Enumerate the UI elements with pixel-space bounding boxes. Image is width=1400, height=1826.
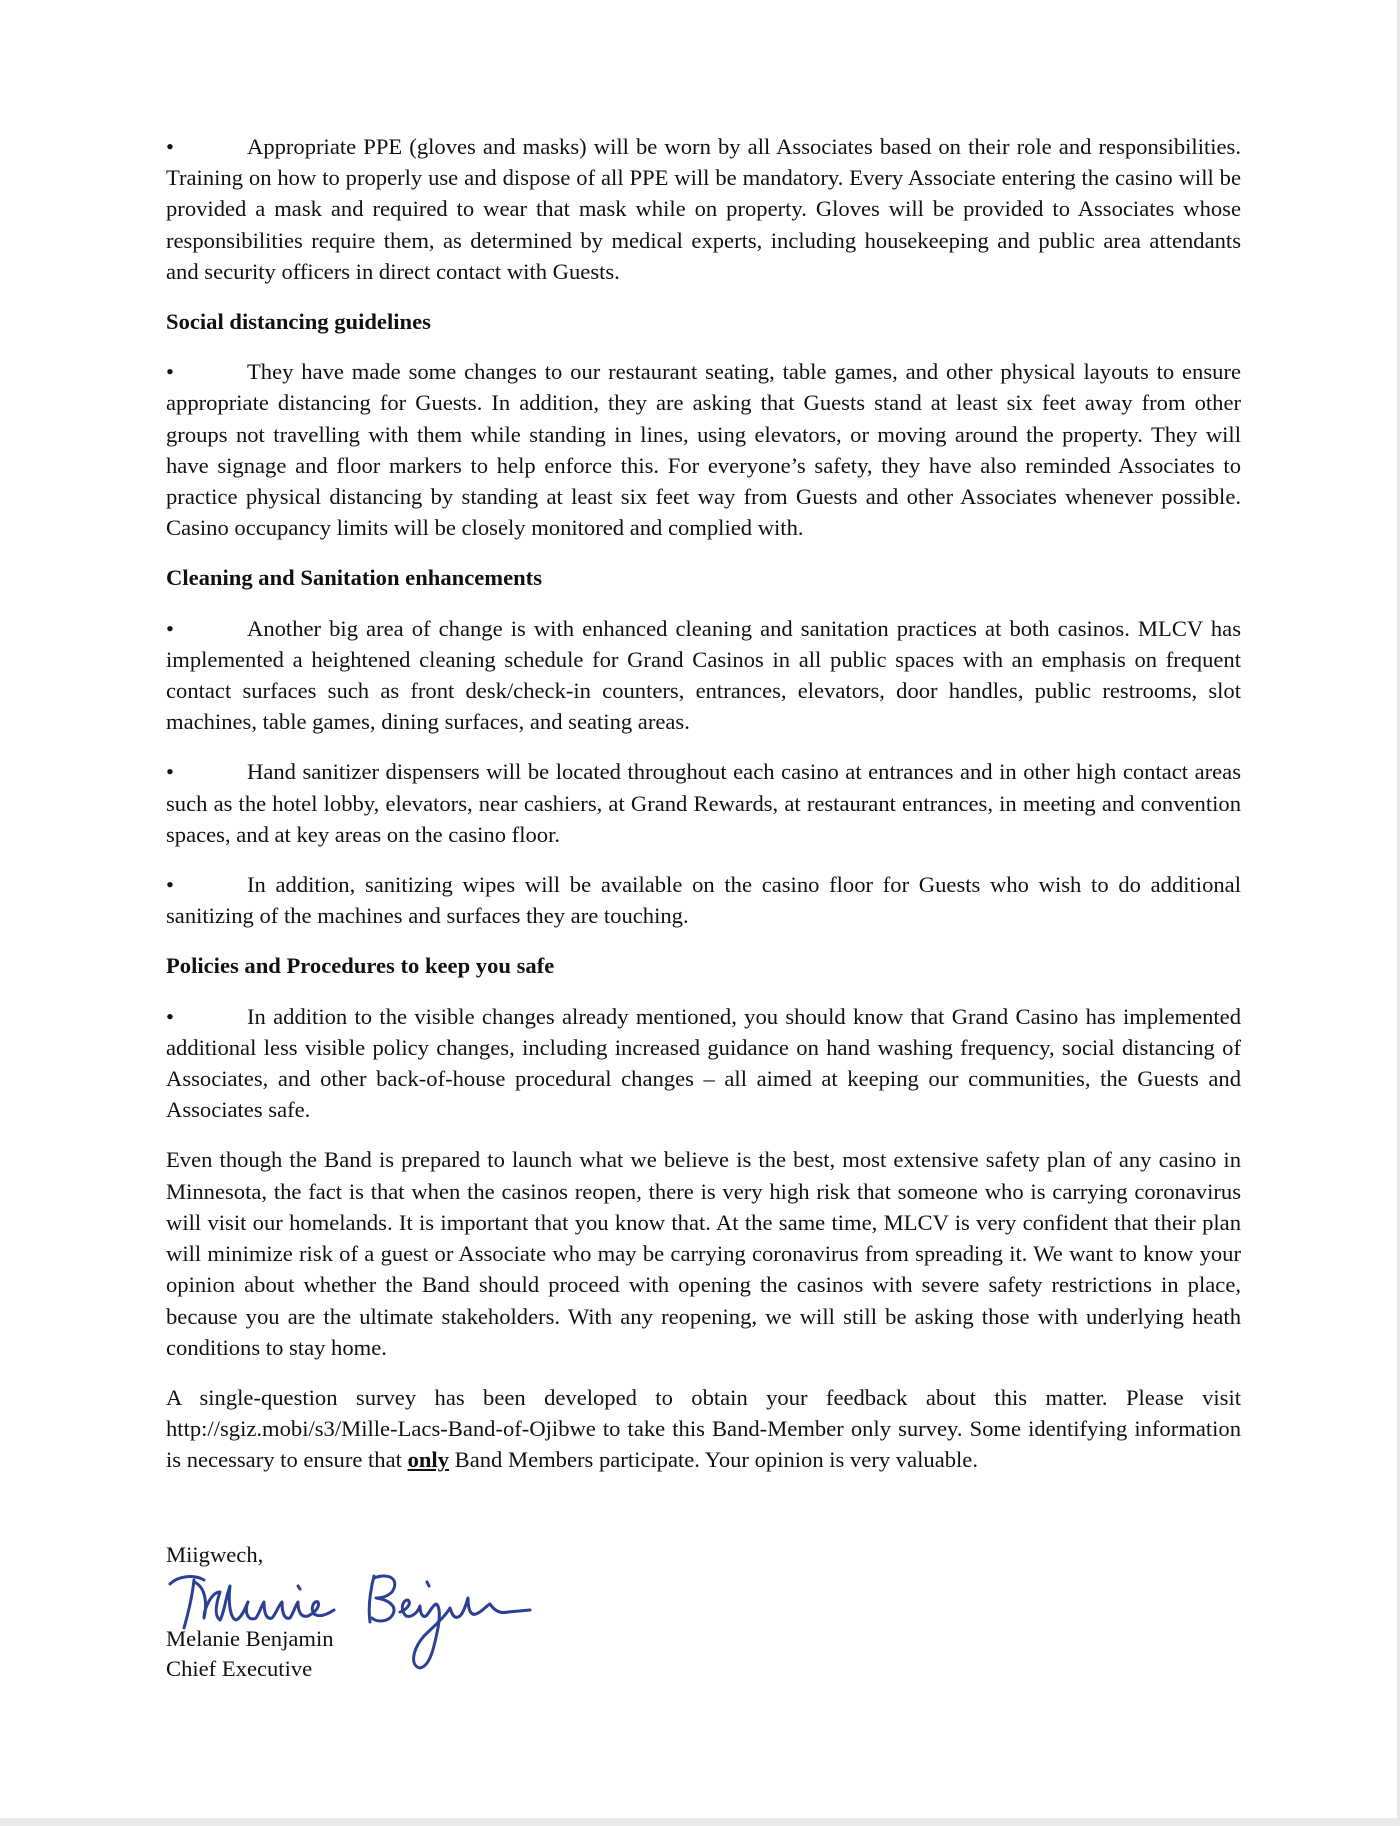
bullet-icon: • xyxy=(166,872,174,898)
bullet-text: Hand sanitizer dispensers will be located throughout each casino at entrances and in other high contact areas such as the hotel lobby, elevators, near cashiers, at Grand Rewards, at restaurant entrances, in meeting and convention spaces, and at key areas on the casino floor. xyxy=(166,759,1241,847)
bullet-text: In addition to the visible changes already mentioned, you should know that Grand Casino has implemented additional less visible policy changes, including increased guidance on hand washing frequency, social distancing of Associates, and other back-of-house procedural changes – all aimed at keeping our communities, the Guests and Associates safe. xyxy=(166,1003,1241,1123)
ppe-bullet xyxy=(166,131,1241,287)
section-heading-policies: Policies and Procedures to keep you safe xyxy=(166,953,555,979)
cleaning-bullet-2 xyxy=(166,756,1241,850)
ppe-text: Appropriate PPE (gloves and masks) will be worn by all Associates based on their role and responsibilities. Training on how to properly use and dispose of all PPE will be mandatory. Every Associate entering the casino will be provided a mask and required to wear that mask while on property. Gloves will be provided to Associates whose responsibilities require them, as determined by medical experts, including housekeeping and public area attendants and security officers in direct contact with Guests. xyxy=(166,134,1241,284)
bullet-icon: • xyxy=(166,359,174,385)
social-distancing-bullet xyxy=(166,356,1241,543)
closing-salutation: Miigwech, xyxy=(166,1542,264,1567)
bullet-icon: • xyxy=(166,615,174,641)
survey-paragraph xyxy=(166,1382,1241,1476)
survey-text-before: A single-question survey has been developed to obtain your feedback about this matter. Please visit http://sgiz.mobi/s3/Mille-Lacs-Band-of-Ojibwe to take this Band-Member only survey. Some identifying information is necessary to ensure that xyxy=(166,1384,1241,1473)
policies-bullet xyxy=(166,1001,1241,1126)
bullet-icon: • xyxy=(166,1003,174,1029)
signature-last-name xyxy=(369,1576,530,1668)
survey-text-after: Band Members participate. Your opinion is very valuable. xyxy=(449,1447,978,1473)
signer-name: Melanie Benjamin xyxy=(166,1626,334,1651)
signature-first-name xyxy=(170,1577,334,1628)
risk-paragraph: Even though the Band is prepared to launch what we believe is the best, most extensive safety plan of any casino in Minnesota, the fact is that when the casinos reopen, there is very high risk that someone who is carrying coronavirus will visit our homelands. It is important that you know that. At the same time, MLCV is very confident that their plan will minimize risk of a guest or Associate who may be carrying coronavirus from spreading it. We want to know your opinion about whether the Band should proceed with opening the casinos with severe safety restrictions in place, because you are the ultimate stakeholders. With any reopening, we will still be asking those with underlying heath conditions to stay home. xyxy=(166,1147,1241,1360)
only-emphasis: only xyxy=(407,1447,449,1473)
bullet-text: They have made some changes to our restaurant seating, table games, and other physical layouts to ensure appropriate distancing for Guests. In addition, they are asking that Guests stand at least six feet away from other groups not travelling with them while standing in lines, using elevators, or moving around the property. They will have signage and floor markers to help enforce this. For everyone’s safety, they have also reminded Associates to practice physical distancing by standing at least six feet way from Guests and other Associates whenever possible. Casino occupancy limits will be closely monitored and complied with. xyxy=(166,359,1241,541)
signature-dot-2 xyxy=(427,1582,429,1586)
bullet-icon: • xyxy=(166,759,174,785)
signer-title: Chief Executive xyxy=(166,1656,313,1681)
section-heading-social-distancing: Social distancing guidelines xyxy=(166,309,431,335)
cleaning-bullet-3 xyxy=(166,869,1241,931)
bullet-text: In addition, sanitizing wipes will be available on the casino floor for Guests who wish to do additional sanitizing of the machines and surfaces they are touching. xyxy=(166,872,1241,929)
letter-body xyxy=(166,131,1241,1495)
signature-dot-1 xyxy=(298,1586,300,1589)
cleaning-bullet-1 xyxy=(166,613,1241,738)
section-heading-cleaning: Cleaning and Sanitation enhancements xyxy=(166,565,542,591)
bullet-text: Another big area of change is with enhanced cleaning and sanitation practices at both casinos. MLCV has implemented a heightened cleaning schedule for Grand Casinos in all public spaces with an emphasis on frequent contact surfaces such as front desk/check-in counters, entrances, elevators, door handles, public restrooms, slot machines, table games, dining surfaces, and seating areas. xyxy=(166,615,1241,735)
bullet-icon: • xyxy=(166,134,174,159)
